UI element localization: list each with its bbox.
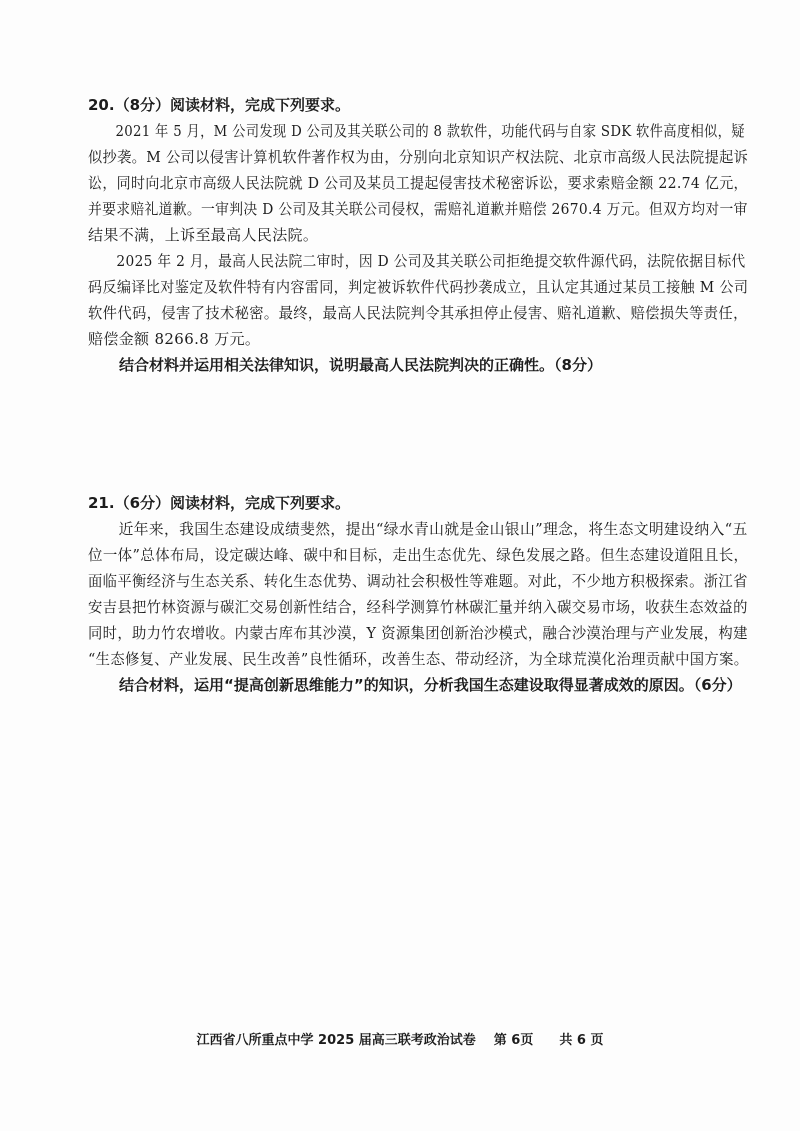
text-line: 近年来，我国生态建设成绩斐然，提出“绿水青山就是金山银山”理念，将生态文明建设纳入“五 [118, 520, 748, 538]
question-20-paragraph-1 [88, 118, 748, 248]
page-total: 共 6 页 [559, 1033, 604, 1048]
text-line: 面临平衡经济与生态关系、转化生态优势、调动社会积极性等难题。对此，不少地方积极探索。浙江省 [88, 572, 748, 590]
text-line: 码反编译比对鉴定及软件特有内容雷同，判定被诉软件代码抄袭成立，且认定其通过某员工接触 M 公司 [88, 278, 749, 296]
text-line: “生态修复、产业发展、民生改善”良性循环，改善生态、带动经济，为全球荒漠化治理贡献中国方案。 [88, 650, 749, 668]
question-20-heading: 20.（8分）阅读材料，完成下列要求。 [88, 96, 351, 114]
text-line: 并要求赔礼道歉。一审判决 D 公司及其关联公司侵权，需赔礼道歉并赔偿 2670.4 万元。但双方均对一审 [88, 200, 748, 218]
text-line: 2021 年 5 月，M 公司发现 D 公司及其关联公司的 8 款软件，功能代码与自家 SDK 软件高度相似，疑 [115, 122, 745, 140]
text-line: 同时，助力竹农增收。内蒙古库布其沙漠，Y 资源集团创新治沙模式，融合沙漠治理与产业发展，构建 [88, 624, 748, 642]
question-21 [88, 490, 748, 698]
page-footer [0, 1029, 800, 1048]
exam-title: 江西省八所重点中学 2025 届高三联考政治试卷 [196, 1033, 476, 1048]
question-20 [88, 92, 748, 378]
question-21-task: 结合材料，运用“提高创新思维能力”的知识，分析我国生态建设取得显著成效的原因。（6分） [119, 676, 742, 694]
page-number: 第 6页 [493, 1033, 534, 1048]
text-line: 2025 年 2 月，最高人民法院二审时，因 D 公司及其关联公司拒绝提交软件源代码，法院依据目标代 [116, 252, 746, 270]
question-21-paragraph-1 [88, 516, 748, 672]
text-line: 软件代码，侵害了技术秘密。最终，最高人民法院判令其承担停止侵害、赔礼道歉、赔偿损失等责任， [88, 304, 748, 322]
text-line: 讼，同时向北京市高级人民法院就 D 公司及某员工提起侵害技术秘密诉讼，要求索赔金额 22.74 亿元， [88, 174, 748, 192]
text-line: 位一体”总体布局，设定碳达峰、碳中和目标，走出生态优先、绿色发展之路。但生态建设道阻且长， [88, 546, 749, 564]
text-line: 结果不满，上诉至最高人民法院。 [88, 226, 319, 244]
question-21-heading: 21.（6分）阅读材料，完成下列要求。 [88, 494, 351, 512]
text-line: 安吉县把竹林资源与碳汇交易创新性结合，经科学测算竹林碳汇量并纳入碳交易市场，收获生态效益的 [88, 598, 748, 616]
text-line: 似抄袭。M 公司以侵害计算机软件著作权为由，分别向北京知识产权法院、北京市高级人民法院提起诉 [88, 148, 749, 166]
question-20-paragraph-2 [88, 248, 748, 352]
text-line: 赔偿金额 8266.8 万元。 [88, 330, 261, 348]
question-20-task: 结合材料并运用相关法律知识，说明最高人民法院判决的正确性。（8分） [119, 356, 602, 374]
